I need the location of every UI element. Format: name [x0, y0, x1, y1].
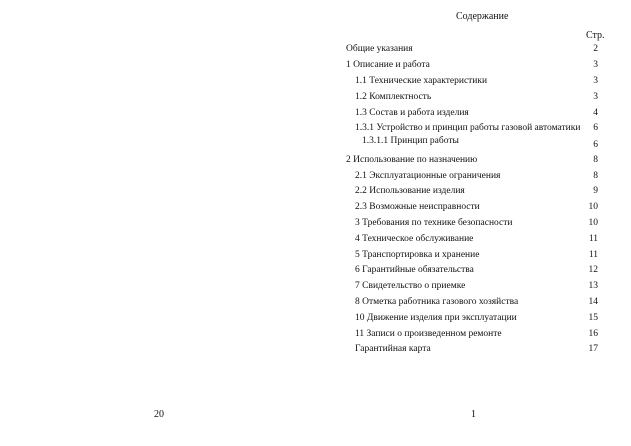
toc-entry-title: 8 Отметка работника газового хозяйства [355, 297, 519, 307]
toc-entry-page: 15 [588, 313, 598, 323]
toc-entry-page: 2 [593, 44, 598, 54]
toc-entry [0, 313, 631, 327]
toc-entry-title: 2 Использование по назначению [346, 155, 478, 165]
toc-entry-page: 8 [593, 171, 598, 181]
toc-entry-page: 16 [588, 329, 598, 339]
toc-entry-page: 8 [593, 155, 598, 165]
toc-entry [0, 265, 631, 279]
toc-entry-page: 14 [588, 297, 598, 307]
toc-entry-title: 5 Транспортировка и хранение [355, 250, 480, 260]
toc-entry-page: 6 [593, 123, 598, 133]
toc-entry [0, 123, 631, 137]
toc-entry-page: 13 [588, 281, 598, 291]
toc-entry [0, 202, 631, 216]
page-title: Содержание [456, 11, 509, 22]
toc-entry-page: 10 [588, 218, 598, 228]
toc-entry-page: 6 [593, 140, 598, 150]
toc-entry [0, 250, 631, 264]
page-column-header: Стр. [586, 30, 605, 41]
toc-entry [0, 136, 631, 150]
toc-entry [0, 344, 631, 358]
toc-entry-title: 2.3 Возможные неисправности [355, 202, 480, 212]
toc-entry-title: 1.3.1 Устройство и принцип работы газовой автоматики [355, 123, 581, 133]
toc-entry-title: 7 Свидетельство о приемке [355, 281, 466, 291]
toc-entry [0, 281, 631, 295]
footer-page-number-right: 1 [471, 409, 476, 420]
toc-entry-page: 9 [593, 186, 598, 196]
toc-entry-title: 11 Записи о произведенном ремонте [355, 329, 502, 339]
toc-entry-page: 11 [588, 234, 598, 244]
toc-entry-title: 2.2 Использование изделия [355, 186, 465, 196]
toc-entry-title: 1.3.1.1 Принцип работы [362, 136, 459, 146]
toc-entry-page: 11 [588, 250, 598, 260]
toc-entry-title: 1.2 Комплектность [355, 92, 432, 102]
toc-entry-page: 3 [593, 92, 598, 102]
toc-entry [0, 297, 631, 311]
footer-page-number-left: 20 [154, 409, 164, 420]
toc-entry-title: 1.3 Состав и работа изделия [355, 108, 469, 118]
toc-entry [0, 234, 631, 248]
toc-entry [0, 155, 631, 169]
toc-entry-title: 4 Техническое обслуживание [355, 234, 474, 244]
toc-entry [0, 60, 631, 74]
toc-entry [0, 171, 631, 185]
toc-entry [0, 218, 631, 232]
toc-entry-page: 3 [593, 60, 598, 70]
toc-entry [0, 186, 631, 200]
toc-entry-page: 17 [588, 344, 598, 354]
toc-entry [0, 44, 631, 58]
toc-entry-page: 10 [588, 202, 598, 212]
toc-entry-title: Гарантийная карта [355, 344, 431, 354]
toc-entry-title: Общие указания [346, 44, 413, 54]
toc-entry-title: 1 Описание и работа [346, 60, 430, 70]
toc-entry [0, 329, 631, 343]
toc-entry-title: 6 Гарантийные обязательства [355, 265, 474, 275]
toc-entry-page: 3 [593, 76, 598, 86]
toc-entry-page: 4 [593, 108, 598, 118]
toc-entry-title: 10 Движение изделия при эксплуатации [355, 313, 517, 323]
toc-entry [0, 92, 631, 106]
toc-entry-title: 1.1 Технические характеристики [355, 76, 488, 86]
toc-entry-page: 12 [588, 265, 598, 275]
toc-entry [0, 108, 631, 122]
toc-entry-title: 2.1 Эксплуатационные ограничения [355, 171, 501, 181]
toc-entry-title: 3 Требования по технике безопасности [355, 218, 513, 228]
toc-entry [0, 76, 631, 90]
